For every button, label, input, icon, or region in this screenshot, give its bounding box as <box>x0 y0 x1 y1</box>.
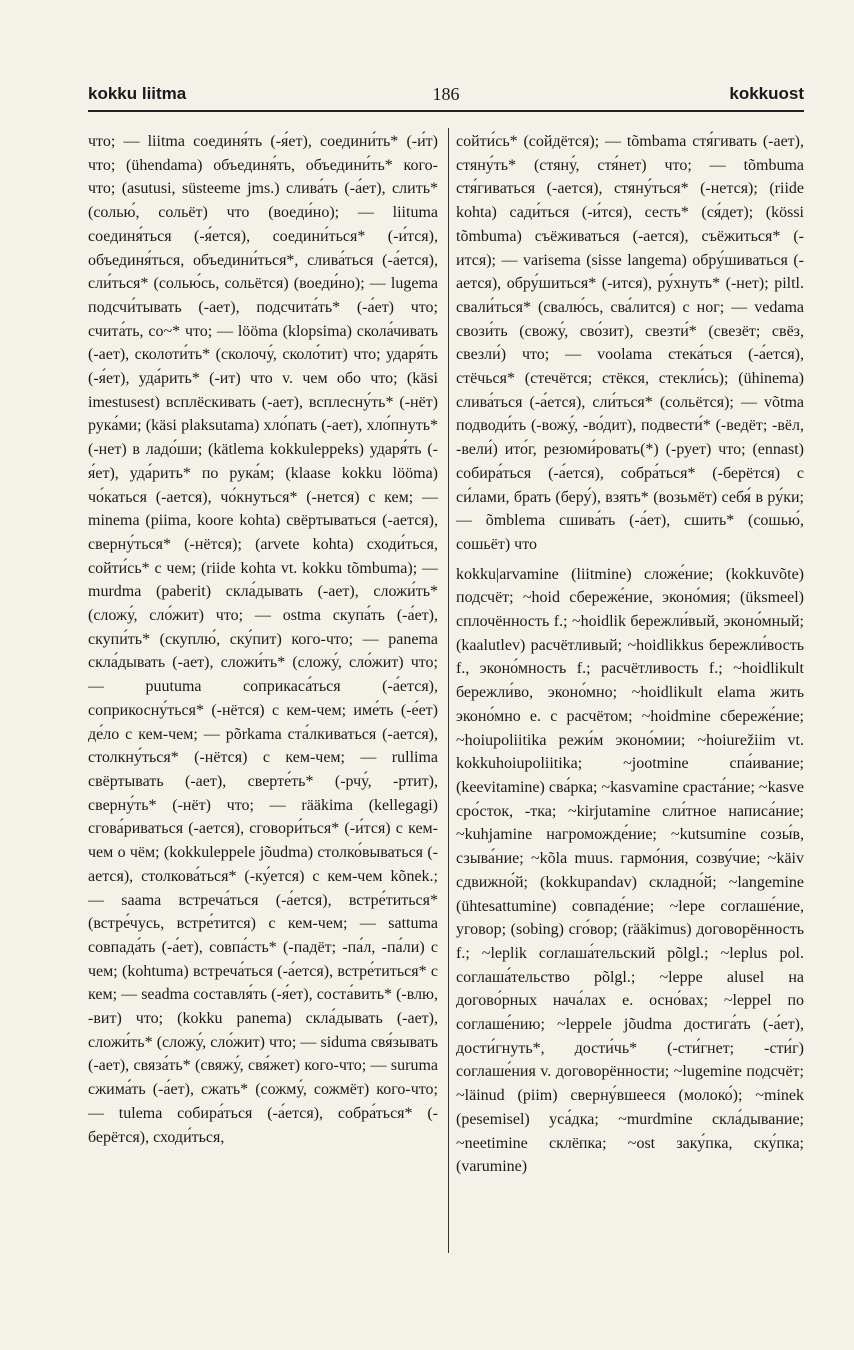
right-column-text-continuation: сойти́сь* (сойдётся); — tõmbama стя́гивать (-ает), стяну́ть* (стяну́, стя́нет) что; — tõmbuma стя́гиваться (-ается), стяну́ться* (-нется); (riide kohta) сади́ться (-и́тся), сесть* (ся́дет); (kössi tõmbuma) съёживаться (-ается), съёжиться* (-ится); — varisema (sisse langema) обру́шиваться (-ается), обру́шиться* (-ится), ру́хнуть* (-нет); piltl. свали́ться* (свалю́сь, сва́лится) с ног; — vedama свози́ть (свожу́, сво́зит), свезти́* (свезёт; свёз, свезли́) что; — voolama стека́ться (-а́ется), стёчься* (стечётся; стёкся, стекли́сь); (ühinema) слива́ться (-а́ется), сли́ться* (сольётся); — võtma подводи́ть (-вожу́, -во́дит), подвести́* (-ведёт; -вёл, -вели́) ито́г, резюми́ровать(*) (-рует) что; (ennast) собира́ться (-а́ется), собра́ться* (-берётся) с си́лами, брать (беру́), взять* (возьмёт) себя́ в ру́ки; — õmblema сшива́ть (-а́ет), сшить* (сошью́, сошьёт) что <box>456 133 804 553</box>
right-column <box>456 130 804 1179</box>
left-column-text: что; — liitma соединя́ть (-я́ет), соедини́ть* (-и́т) что; (ühendama) объединя́ть, объедини́ть* кого-что; (asutusi, süsteeme jms.) слива́ть (-а́ет), слить* (солью́, сольёт) что (воеди́но); — liituma соединя́ться (-я́ется), соедини́ться* (-и́тся), объединя́ться, объедини́ться*, слива́ться (-а́ется), сли́ться* (солью́сь, сольётся) (воеди́но); — lugema подсчи́тывать (-ает), подсчита́ть* (-а́ет) что; счита́ть, со~* что; — lööma (klopsima) скола́чивать (-ает), сколоти́ть* (сколочу́, сколо́тит) что; ударя́ть (-я́ет), уда́рить* (-ит) что v. чем обо что; (käsi imestusest) всплёскивать (-ает), всплесну́ть* (-нёт) рука́ми; (käsi plaksutama) хло́пать (-ает), хло́пнуть* (-нет) в ладо́ши; (kätlema kokkuleppeks) ударя́ть (-я́ет), уда́рить* по рука́м; (klaase kokku lööma) чо́каться (-ается), чо́кнуться* (-нется) с кем; — minema (piima, koore kohta) свёртываться (-ается), сверну́ться* (-нётся); (arvete kohta) сходи́ться, сойти́сь* с чем; (riide kohta vt. kokku tõmbuma); — murdma (paberit) скла́дывать (-ает), сложи́ть* (сложу́, сло́жит) что; — ostma скупа́ть (-а́ет), скупи́ть* (скуплю́, ску́пит) кого-что; — panema скла́дывать (-ает), сложи́ть* (сложу́, сло́жит) что; — puutuma соприкаса́ться (-а́ется), соприкосну́ться* (-нётся) с кем-чем; име́ть (-е́ет) де́ло с кем-чем; — põrkama ста́лкиваться (-ается), столкну́ться* (-нётся) с кем-чем; — rullima свёртывать (-ает), сверте́ть* (-рчу́, -ртит), сверну́ть* (-нёт) что; — rääkima (kellegagi) сгова́риваться (-ается), сговори́ться* (-и́тся) с кем-чем о чём; (kokkuleppele jõudma) столко́вываться (-ается), столкова́ться* (-ку́ется) с кем-чем kõnek.; — saama встреча́ться (-а́ется), встре́титься* (встре́чусь, встре́тится) с кем-чем; — sattuma совпада́ть (-а́ет), совпа́сть* (-падёт; -па́л, -па́ли) с чем; (kohtuma) встреча́ться (-а́ется), встре́титься* с кем; — seadma составля́ть (-я́ет), соста́вить* (-влю, -вит) что; (kokku panema) скла́дывать (-ает), сложи́ть* (сложу́, сло́жит) что; — siduma свя́зывать (-ает), связа́ть* (свяжу́, свя́жет) кого-что; — suruma сжима́ть (-а́ет), сжать* (сожму́, сожмёт) кого-что; — tulema собира́ться (-а́ется), собра́ться* (-берётся), сходи́ться, <box>88 133 438 1146</box>
column-divider <box>448 128 449 1253</box>
header-rule <box>88 110 804 112</box>
page-number: 186 <box>432 84 460 104</box>
header-right-guideword: kokkuost <box>729 84 804 103</box>
header-left-guideword: kokku liitma <box>88 84 187 103</box>
dictionary-entry-kokkuarvamine: kokku|arvamine (liitmine) сложе́ние; (kokkuvõte) подсчёт; ~hoid сбереже́ние, эконо́мия; (üksmeel) сплочённость f.; ~hoidlik бережли́вый, эконо́мный; (kaalutlev) расчётливый; ~hoidlikkus бережли́вость f., эконо́мность f.; расчётливость f.; ~hoidlikult бережли́во, эконо́мно; ~hoidlikult elama жить эконо́мно e. с расчётом; ~hoidmine сбереже́ние; ~hoiupoliitika режи́м эконо́мии; ~hoiurežiim vt. kokkuhoiupoliitika; ~jootmine спа́ивание; (keevitamine) сва́рка; ~kasvamine сраста́ние; ~kasve сро́сток, -тка; ~kirjutamine сли́тное написа́ние; ~kuhjamine нагроможде́ние; ~kutsumine созы́в, сзыва́ние; ~kõla muus. гармо́ния, созву́чие; ~käiv сдвижно́й; (kokkupandav) складно́й; ~langemine (ühtesattumine) совпаде́ние; ~lepe соглаше́ние, уговор; (sobing) сго́вор; (rääkimus) договорённость f.; ~leplik соглаша́тельский põlgl.; ~leplus pol. соглаша́тельство põlgl.; ~leppe alusel на догово́рных нача́лах e. осно́вах; ~leppel по соглаше́нию; ~leppele jõudma достига́ть (-а́ет), дости́гнуть*, дости́чь* (-сти́гнет; -сти́г) соглаше́ния v. договорённости; ~lugemine подсчёт; ~läinud (piim) сверну́вшееся (молоко́); ~minek (pesemisel) уса́дка; ~murdmine скла́дывание; ~neetimine склёпка; ~ost заку́пка, ску́пка; (varumine) <box>456 565 804 1176</box>
running-header <box>88 82 804 110</box>
left-column <box>88 130 438 1149</box>
